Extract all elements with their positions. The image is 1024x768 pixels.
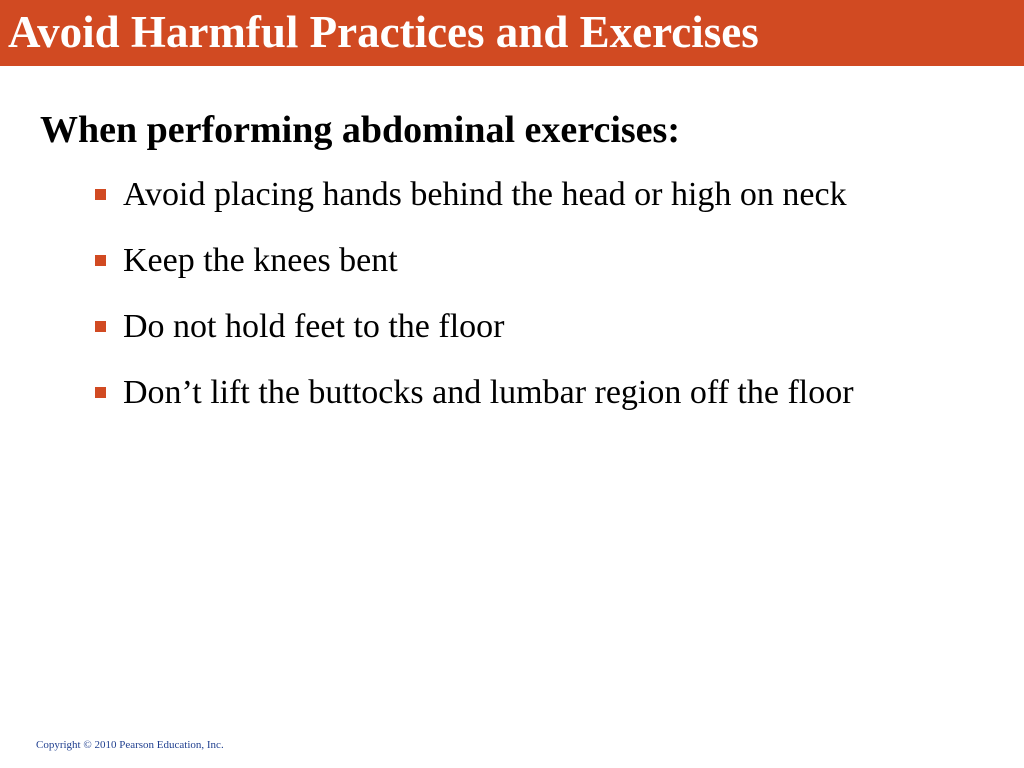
bullet-item [95,238,975,284]
bullet-text: Avoid placing hands behind the head or high on neck [123,176,847,213]
bullet-item [95,172,975,218]
square-bullet-icon [95,321,106,332]
bullet-list [95,172,975,436]
title-bar [0,0,1024,66]
bullet-item [95,370,975,416]
section-heading: When performing abdominal exercises: [40,109,680,151]
square-bullet-icon [95,189,106,200]
slide-title: Avoid Harmful Practices and Exercises [8,7,759,57]
bullet-text: Don’t lift the buttocks and lumbar region off the floor [123,374,854,411]
bullet-text: Do not hold feet to the floor [123,308,505,345]
bullet-item [95,304,975,350]
square-bullet-icon [95,255,106,266]
square-bullet-icon [95,387,106,398]
copyright-footer: Copyright © 2010 Pearson Education, Inc. [36,739,224,751]
bullet-text: Keep the knees bent [123,242,398,279]
